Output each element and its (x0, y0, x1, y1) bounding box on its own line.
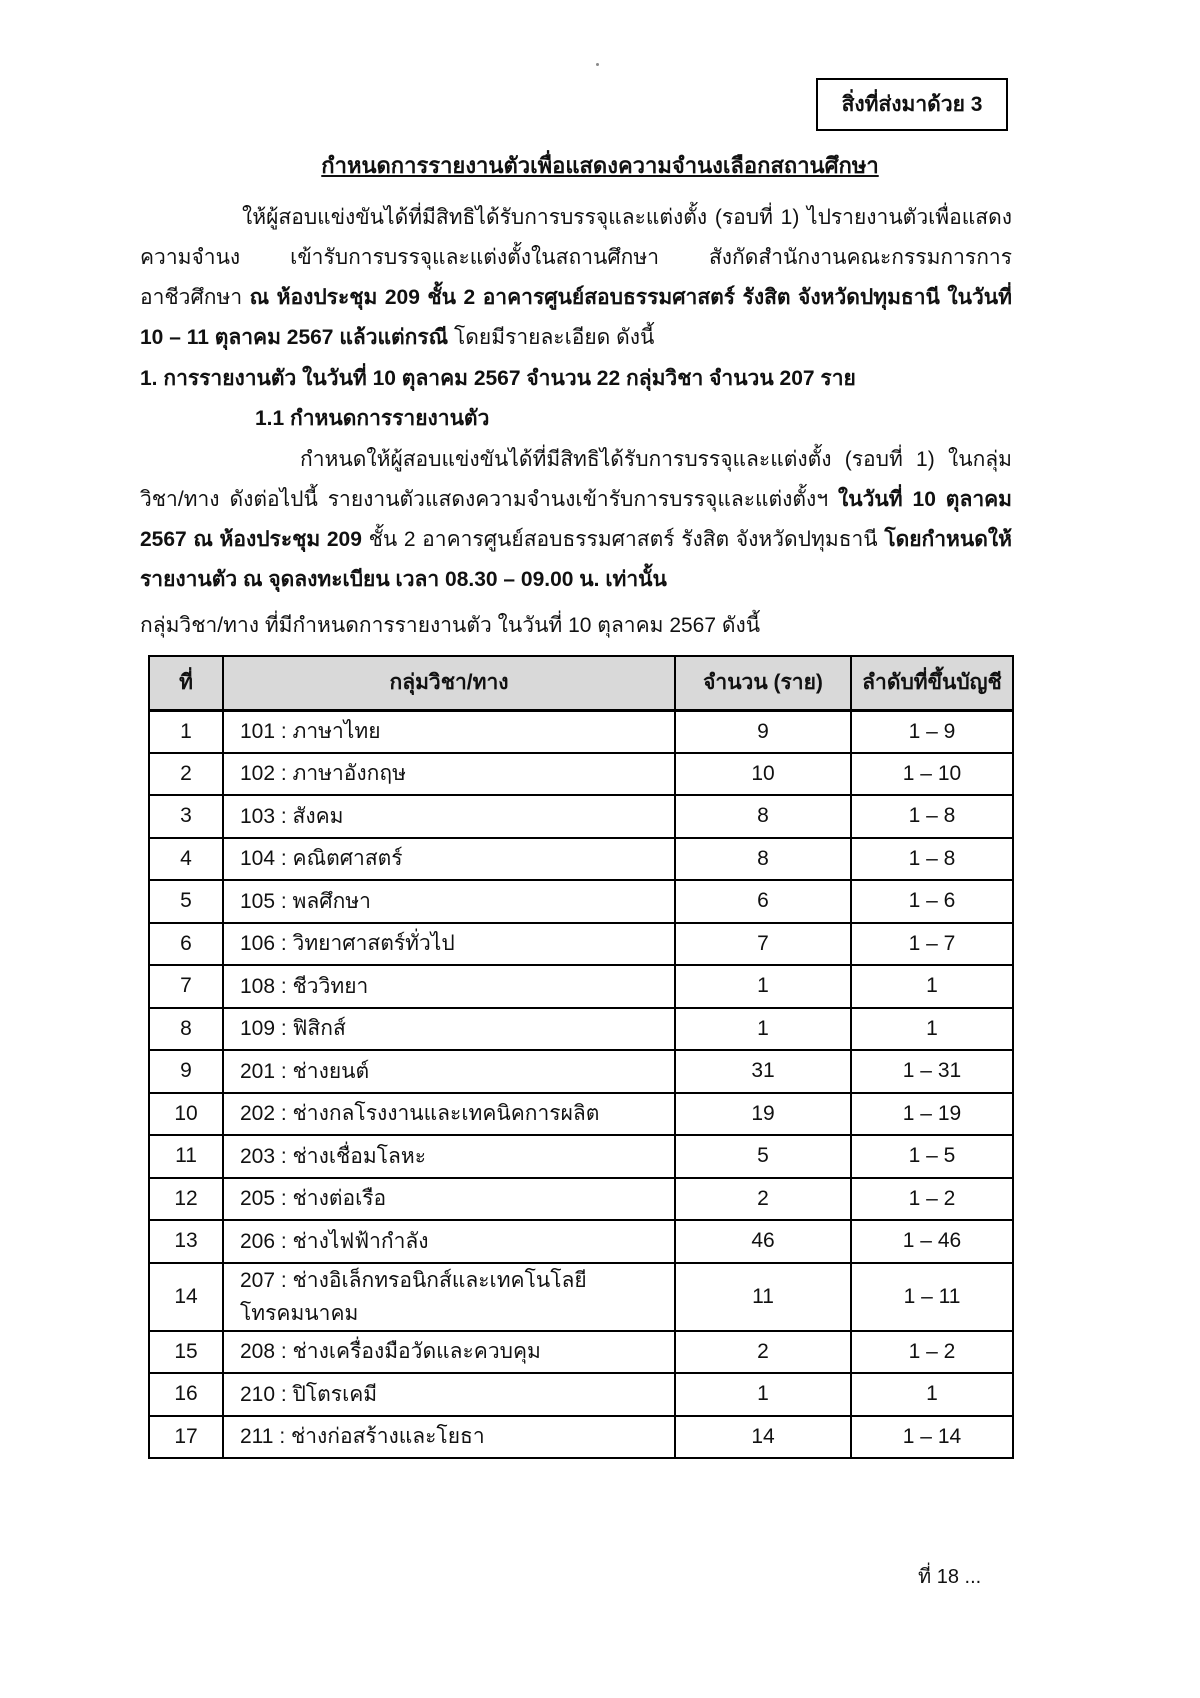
count: 1 (675, 1008, 851, 1051)
table-row (149, 838, 1013, 881)
sub-para-date-venue: ในวันที่ 10 ตุลาคม 2567 ณ ห้องประชุม 209 (140, 488, 1012, 551)
row-number: 3 (149, 795, 223, 838)
table-row (149, 1135, 1013, 1178)
count: 5 (675, 1135, 851, 1178)
table-row (149, 1373, 1013, 1416)
rank-range: 1 (851, 1373, 1013, 1416)
row-number: 9 (149, 1050, 223, 1093)
rank-range: 1 (851, 1008, 1013, 1051)
subject-group: 205 : ช่างต่อเรือ (223, 1178, 675, 1221)
table-row (149, 795, 1013, 838)
count: 1 (675, 965, 851, 1008)
row-number: 16 (149, 1373, 223, 1416)
table-row (149, 1093, 1013, 1136)
continuation-note: ที่ 18 ... (918, 1566, 982, 1588)
rank-range: 1 – 11 (851, 1263, 1013, 1331)
table-row (149, 880, 1013, 923)
intro-text: ให้ผู้สอบแข่งขันได้ที่มีสิทธิได้รับการบรรจุและแต่งตั้ง (รอบที่ 1) ไปรายงานตัวเพื่อแสดงความจำนง เข้ารับการบรรจุและแต่งตั้งในสถานศึกษา สังกัดสำนักงานคณะกรรมการการอาชีวศึกษา (140, 206, 1012, 309)
rank-range: 1 – 8 (851, 838, 1013, 881)
scan-artifact-dot (596, 63, 599, 66)
report-table (148, 655, 1014, 1459)
intro-venue-dates: ณ ห้องประชุม 209 ชั้น 2 อาคารศูนย์สอบธรรมศาสตร์ รังสิต จังหวัดปทุมธานี ในวันที่ 10 – 11 ตุลาคม 2567 แล้วแต่กรณี (140, 286, 1012, 349)
row-number: 7 (149, 965, 223, 1008)
count: 10 (675, 753, 851, 796)
count: 1 (675, 1373, 851, 1416)
count: 2 (675, 1178, 851, 1221)
rank-range: 1 – 5 (851, 1135, 1013, 1178)
rank-range: 1 – 2 (851, 1331, 1013, 1374)
rank-range: 1 (851, 965, 1013, 1008)
subject-group: 203 : ช่างเชื่อมโลหะ (223, 1135, 675, 1178)
table-row (149, 1008, 1013, 1051)
table-row (149, 753, 1013, 796)
count: 19 (675, 1093, 851, 1136)
table-row (149, 710, 1013, 753)
row-number: 10 (149, 1093, 223, 1136)
subject-group: 202 : ช่างกลโรงงานและเทคนิคการผลิต (223, 1093, 675, 1136)
table-row (149, 1263, 1013, 1331)
table-row (149, 1331, 1013, 1374)
rank-range: 1 – 46 (851, 1220, 1013, 1263)
table-header-row (149, 656, 1013, 710)
count: 11 (675, 1263, 851, 1331)
subject-group: 210 : ปิโตรเคมี (223, 1373, 675, 1416)
count: 31 (675, 1050, 851, 1093)
section-1-heading: 1. การรายงานตัว ในวันที่ 10 ตุลาคม 2567 จำนวน 22 กลุ่มวิชา จำนวน 207 ราย (140, 367, 856, 390)
row-number: 5 (149, 880, 223, 923)
row-number: 17 (149, 1416, 223, 1459)
table-row (149, 923, 1013, 966)
column-header: ที่ (149, 656, 223, 710)
subject-group: 109 : ฟิสิกส์ (223, 1008, 675, 1051)
row-number: 13 (149, 1220, 223, 1263)
row-number: 2 (149, 753, 223, 796)
rank-range: 1 – 14 (851, 1416, 1013, 1459)
page-title: กำหนดการรายงานตัวเพื่อแสดงความจำนงเลือกสถานศึกษา (321, 153, 879, 178)
column-header: ลำดับที่ขึ้นบัญชี (851, 656, 1013, 710)
subject-group: 207 : ช่างอิเล็กทรอนิกส์และเทคโนโลยีโทรคมนาคม (223, 1263, 675, 1331)
row-number: 15 (149, 1331, 223, 1374)
subject-group: 106 : วิทยาศาสตร์ทั่วไป (223, 923, 675, 966)
subject-group: 208 : ช่างเครื่องมือวัดและควบคุม (223, 1331, 675, 1374)
row-number: 14 (149, 1263, 223, 1331)
row-number: 8 (149, 1008, 223, 1051)
subject-group: 104 : คณิตศาสตร์ (223, 838, 675, 881)
row-number: 11 (149, 1135, 223, 1178)
sub-para-text: กำหนดให้ผู้สอบแข่งขันได้ที่มีสิทธิได้รับการบรรจุและแต่งตั้ง (รอบที่ 1) ในกลุ่มวิชา/ทาง ดังต่อไปนี้ รายงานตัวแสดงความจำนงเข้ารับการบรรจุและแต่งตั้งฯ (140, 448, 1012, 511)
table-row (149, 965, 1013, 1008)
table-row (149, 1416, 1013, 1459)
rank-range: 1 – 19 (851, 1093, 1013, 1136)
count: 8 (675, 795, 851, 838)
count: 7 (675, 923, 851, 966)
sub-para-registration-time: โดยกำหนดให้รายงานตัว ณ จุดลงทะเบียน เวลา 08.30 – 09.00 น. เท่านั้น (140, 528, 1012, 591)
row-number: 4 (149, 838, 223, 881)
count: 46 (675, 1220, 851, 1263)
rank-range: 1 – 2 (851, 1178, 1013, 1221)
row-number: 1 (149, 710, 223, 753)
subject-group: 211 : ช่างก่อสร้างและโยธา (223, 1416, 675, 1459)
count: 2 (675, 1331, 851, 1374)
section-1-1-paragraph (140, 440, 1012, 600)
attachment-label: สิ่งที่ส่งมาด้วย 3 (841, 93, 983, 116)
table-intro-line: กลุ่มวิชา/ทาง ที่มีกำหนดการรายงานตัว ในวันที่ 10 ตุลาคม 2567 ดังนี้ (140, 614, 761, 637)
section-1-1-heading: 1.1 กำหนดการรายงานตัว (255, 407, 490, 430)
count: 9 (675, 710, 851, 753)
table-row (149, 1050, 1013, 1093)
row-number: 12 (149, 1178, 223, 1221)
subject-group: 108 : ชีววิทยา (223, 965, 675, 1008)
table-row (149, 1220, 1013, 1263)
count: 6 (675, 880, 851, 923)
subject-group: 206 : ช่างไฟฟ้ากำลัง (223, 1220, 675, 1263)
count: 14 (675, 1416, 851, 1459)
row-number: 6 (149, 923, 223, 966)
rank-range: 1 – 7 (851, 923, 1013, 966)
rank-range: 1 – 31 (851, 1050, 1013, 1093)
attachment-box (816, 78, 1008, 131)
column-header: จำนวน (ราย) (675, 656, 851, 710)
count: 8 (675, 838, 851, 881)
subject-group: 105 : พลศึกษา (223, 880, 675, 923)
intro-closing: โดยมีรายละเอียด ดังนี้ (454, 326, 655, 349)
intro-paragraph (140, 198, 1012, 358)
table-row (149, 1178, 1013, 1221)
rank-range: 1 – 8 (851, 795, 1013, 838)
column-header: กลุ่มวิชา/ทาง (223, 656, 675, 710)
subject-group: 201 : ช่างยนต์ (223, 1050, 675, 1093)
table-body (149, 710, 1013, 1458)
subject-group: 102 : ภาษาอังกฤษ (223, 753, 675, 796)
rank-range: 1 – 9 (851, 710, 1013, 753)
subject-group: 103 : สังคม (223, 795, 675, 838)
rank-range: 1 – 6 (851, 880, 1013, 923)
subject-group: 101 : ภาษาไทย (223, 710, 675, 753)
rank-range: 1 – 10 (851, 753, 1013, 796)
sub-para-location: ชั้น 2 อาคารศูนย์สอบธรรมศาสตร์ รังสิต จังหวัดปทุมธานี (368, 528, 885, 551)
